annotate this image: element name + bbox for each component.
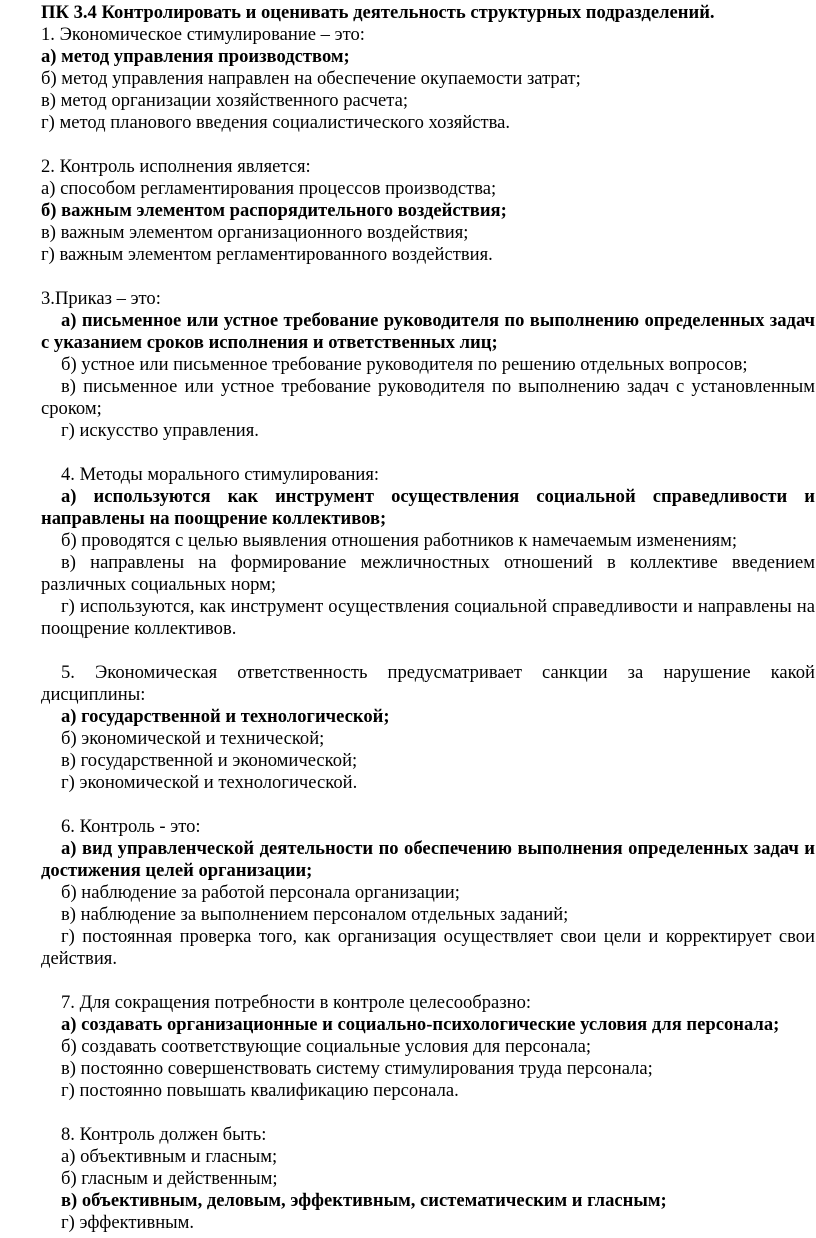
text-line: с указанием сроков исполнения и ответственных лиц; [41, 332, 498, 353]
text-line: а) используются как инструмент осуществления социальной справедливости и [61, 486, 815, 507]
text-line: 6. Контроль - это: [61, 816, 201, 837]
text-line: а) вид управленческой деятельности по обеспечению выполнения определенных задач и [61, 838, 815, 859]
text-line: б) гласным и действенным; [61, 1168, 278, 1189]
text-line: поощрение коллективов. [41, 618, 237, 639]
text-line: в) наблюдение за выполнением персоналом отдельных заданий; [61, 904, 569, 925]
text-line: в) метод организации хозяйственного расчета; [41, 90, 409, 111]
text-line: 3.Приказ – это: [41, 288, 161, 309]
blank-line [41, 1102, 815, 1124]
text-line: в) письменное или устное требование руководителя по выполнению задач с установленным [61, 376, 815, 397]
text-line: достижения целей организации; [41, 860, 313, 881]
text-line: г) метод планового введения социалистического хозяйства. [41, 112, 511, 133]
text-line: 8. Контроль должен быть: [61, 1124, 267, 1145]
text-line: действия. [41, 948, 117, 969]
text-line: г) важным элементом регламентированного воздействия. [41, 244, 493, 265]
text-line: а) создавать организационные и социально-психологические условия для персонала; [61, 1014, 780, 1035]
text-line: в) направлены на формирование межличностных отношений в коллективе введением [61, 552, 815, 573]
text-line: б) важным элементом распорядительного воздействия; [41, 200, 507, 221]
text-line: в) объективным, деловым, эффективным, систематическим и гласным; [61, 1190, 667, 1211]
text-line: а) метод управления производством; [41, 46, 350, 67]
text-line: а) способом регламентирования процессов производства; [41, 178, 497, 199]
text-line: 4. Методы морального стимулирования: [61, 464, 380, 485]
blank-line [41, 442, 815, 464]
blank-line [41, 794, 815, 816]
text-line: а) объективным и гласным; [61, 1146, 278, 1167]
text-line: направлены на поощрение коллективов; [41, 508, 387, 529]
text-line: б) устное или письменное требование руководителя по решению отдельных вопросов; [61, 354, 748, 375]
blank-line [41, 640, 815, 662]
text-line: сроком; [41, 398, 102, 419]
blank-line [41, 266, 815, 288]
text-line: г) постоянная проверка того, как организация осуществляет свои цели и корректирует свои [61, 926, 815, 947]
text-line: дисциплины: [41, 684, 146, 705]
text-line: б) создавать соответствующие социальные условия для персонала; [61, 1036, 592, 1057]
text-line: 5. Экономическая ответственность предусматривает санкции за нарушение какой [61, 662, 815, 683]
text-line: г) эффективным. [61, 1212, 195, 1233]
document-title: ПК 3.4 Контролировать и оценивать деятельность структурных подразделений. [41, 2, 715, 23]
text-line: в) важным элементом организационного воздействия; [41, 222, 469, 243]
text-line: г) искусство управления. [61, 420, 259, 441]
text-line: б) проводятся с целью выявления отношения работников к намечаемым изменениям; [61, 530, 738, 551]
blank-line [41, 134, 815, 156]
text-line: 1. Экономическое стимулирование – это: [41, 24, 365, 45]
text-line: г) постоянно повышать квалификацию персонала. [61, 1080, 459, 1101]
text-line: б) экономической и технической; [61, 728, 325, 749]
text-line: 7. Для сокращения потребности в контроле целесообразно: [61, 992, 532, 1013]
text-line: б) метод управления направлен на обеспечение окупаемости затрат; [41, 68, 581, 89]
text-line: а) государственной и технологической; [61, 706, 390, 727]
blank-line [41, 970, 815, 992]
text-line: а) письменное или устное требование руководителя по выполнению определенных задач [61, 310, 815, 331]
text-line: б) наблюдение за работой персонала организации; [61, 882, 460, 903]
text-line: в) государственной и экономической; [61, 750, 358, 771]
text-line: г) используются, как инструмент осуществления социальной справедливости и направлены на [61, 596, 815, 617]
text-line: в) постоянно совершенствовать систему стимулирования труда персонала; [61, 1058, 653, 1079]
text-line: 2. Контроль исполнения является: [41, 156, 311, 177]
document-page [41, 2, 815, 1234]
text-line: различных социальных норм; [41, 574, 277, 595]
text-line: г) экономической и технологической. [61, 772, 358, 793]
